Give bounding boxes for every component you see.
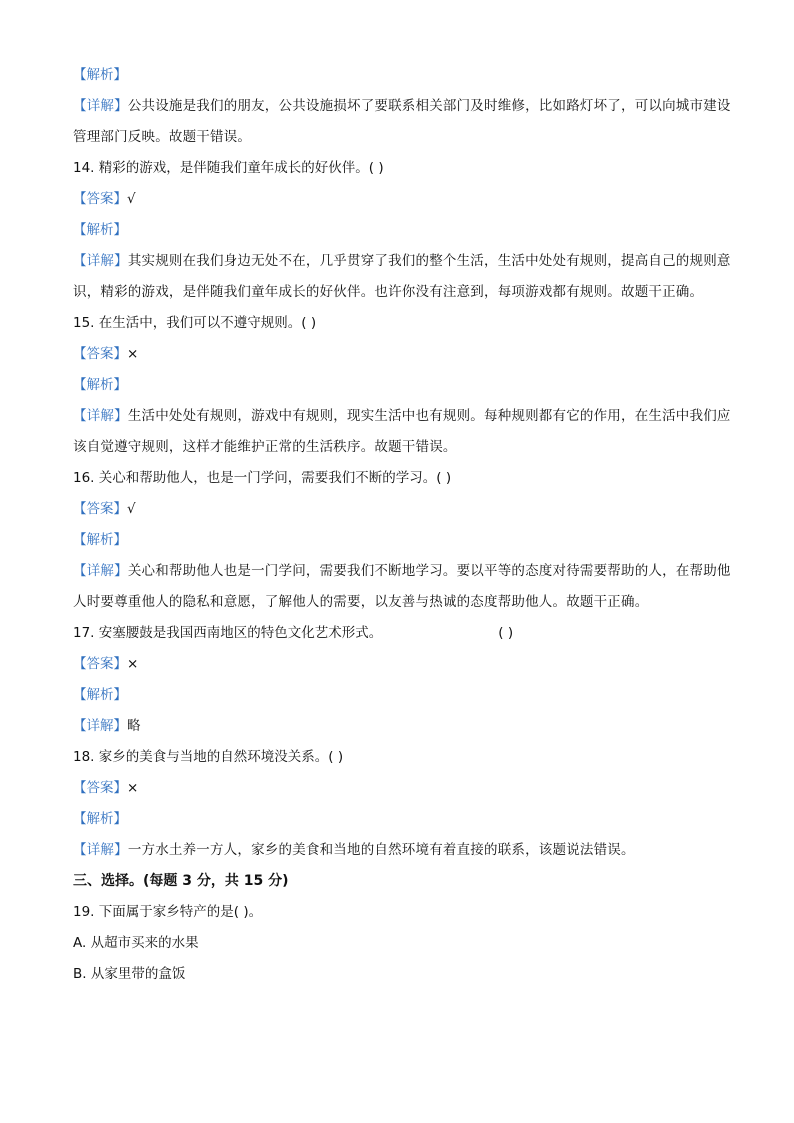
answer-value: √ bbox=[127, 191, 136, 207]
question-text: 14. 精彩的游戏，是伴随我们童年成长的好伙伴。( ) bbox=[73, 160, 384, 176]
detail-text: 关心和帮助他人也是一门学问，需要我们不断地学习。要以平等的态度对待需要帮助的人，在帮助他人时要尊重他人的隐私和意愿，了解他人的需要，以友善与热诚的态度帮助他人。故题干正确。 bbox=[73, 563, 731, 610]
question-19 bbox=[73, 897, 733, 928]
analysis-label bbox=[73, 804, 733, 835]
answer-tag: 【答案】 bbox=[73, 346, 127, 362]
analysis-tag: 【解析】 bbox=[73, 532, 127, 548]
answer-line bbox=[73, 649, 733, 680]
question-text: 17. 安塞腰鼓是我国西南地区的特色文化艺术形式。 bbox=[73, 625, 383, 641]
question-15 bbox=[73, 308, 733, 339]
answer-value: × bbox=[127, 780, 139, 796]
detail-text: 公共设施是我们的朋友，公共设施损坏了要联系相关部门及时维修，比如路灯坏了，可以向城市建设管理部门反映。故题干错误。 bbox=[73, 98, 731, 145]
question-18 bbox=[73, 742, 733, 773]
analysis-label bbox=[73, 370, 733, 401]
answer-tag: 【答案】 bbox=[73, 501, 127, 517]
detail-paragraph bbox=[73, 556, 733, 618]
question-14 bbox=[73, 153, 733, 184]
detail-paragraph bbox=[73, 91, 733, 153]
detail-tag: 【详解】 bbox=[73, 718, 127, 734]
detail-text: 一方水土养一方人，家乡的美食和当地的自然环境有着直接的联系，该题说法错误。 bbox=[127, 842, 635, 858]
option-a: A. 从超市买来的水果 bbox=[73, 935, 199, 951]
answer-line bbox=[73, 494, 733, 525]
question-17 bbox=[73, 618, 733, 649]
question-text: 19. 下面属于家乡特产的是( )。 bbox=[73, 904, 263, 920]
analysis-label bbox=[73, 215, 733, 246]
analysis-tag: 【解析】 bbox=[73, 222, 127, 238]
analysis-tag: 【解析】 bbox=[73, 687, 127, 703]
detail-tag: 【详解】 bbox=[73, 563, 128, 579]
detail-paragraph bbox=[73, 401, 733, 463]
answer-value: × bbox=[127, 656, 139, 672]
analysis-tag: 【解析】 bbox=[73, 811, 127, 827]
answer-blank: ( ) bbox=[498, 625, 514, 641]
answer-tag: 【答案】 bbox=[73, 191, 127, 207]
detail-text: 略 bbox=[127, 718, 141, 734]
answer-tag: 【答案】 bbox=[73, 656, 127, 672]
question-text: 15. 在生活中，我们可以不遵守规则。( ) bbox=[73, 315, 317, 331]
detail-tag: 【详解】 bbox=[73, 842, 128, 858]
answer-value: × bbox=[127, 346, 139, 362]
detail-paragraph bbox=[73, 711, 733, 742]
detail-paragraph bbox=[73, 835, 733, 866]
question-text: 18. 家乡的美食与当地的自然环境没关系。( ) bbox=[73, 749, 344, 765]
document-page bbox=[73, 60, 733, 990]
section-heading: 三、选择。(每题 3 分，共 15 分) bbox=[73, 873, 289, 889]
answer-tag: 【答案】 bbox=[73, 780, 127, 796]
detail-tag: 【详解】 bbox=[73, 253, 128, 269]
detail-text: 其实规则在我们身边无处不在，几乎贯穿了我们的整个生活，生活中处处有规则，提高自己的规则意识，精彩的游戏，是伴随我们童年成长的好伙伴。也许你没有注意到，每项游戏都有规则。故题干正确。 bbox=[73, 253, 731, 300]
analysis-label bbox=[73, 60, 733, 91]
answer-value: √ bbox=[127, 501, 136, 517]
option-b: B. 从家里带的盒饭 bbox=[73, 966, 186, 982]
detail-tag: 【详解】 bbox=[73, 408, 128, 424]
analysis-tag: 【解析】 bbox=[73, 67, 127, 83]
question-16 bbox=[73, 463, 733, 494]
analysis-tag: 【解析】 bbox=[73, 377, 127, 393]
detail-tag: 【详解】 bbox=[73, 98, 128, 114]
question-text: 16. 关心和帮助他人，也是一门学问，需要我们不断的学习。( ) bbox=[73, 470, 452, 486]
analysis-label bbox=[73, 525, 733, 556]
detail-text: 生活中处处有规则，游戏中有规则，现实生活中也有规则。每种规则都有它的作用，在生活中我们应该自觉遵守规则，这样才能维护正常的生活秩序。故题干错误。 bbox=[73, 408, 731, 455]
answer-line bbox=[73, 773, 733, 804]
analysis-label bbox=[73, 680, 733, 711]
answer-line bbox=[73, 184, 733, 215]
detail-paragraph bbox=[73, 246, 733, 308]
answer-line bbox=[73, 339, 733, 370]
